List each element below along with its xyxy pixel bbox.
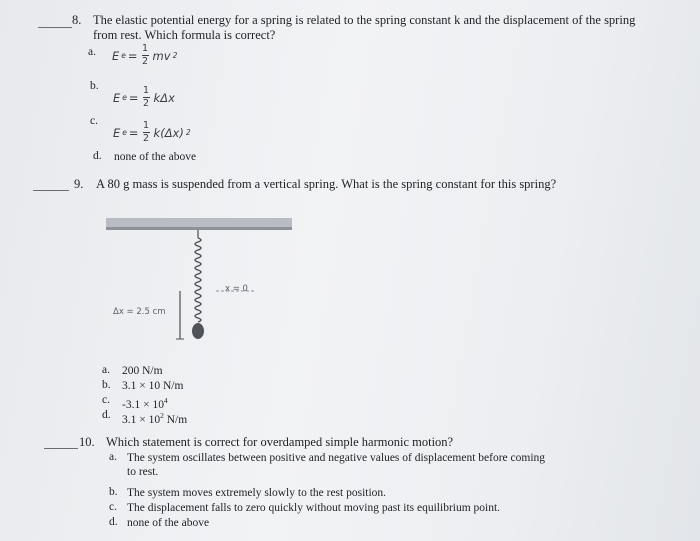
- q9-option-c-letter[interactable]: c.: [102, 394, 110, 406]
- q10-option-c-text[interactable]: The displacement falls to zero quickly without moving past its equilibrium point.: [127, 502, 501, 514]
- answer-blank-q9[interactable]: [33, 190, 69, 191]
- displacement-label: Δx = 2.5 cm: [113, 307, 166, 317]
- formula-rhs: k(Δx): [153, 125, 184, 140]
- option-exponent: 2: [160, 411, 164, 420]
- q10-option-c-letter[interactable]: c.: [109, 501, 117, 513]
- q10-option-b-letter[interactable]: b.: [109, 486, 118, 498]
- fraction-denominator: 2: [143, 133, 150, 144]
- ceiling-support-edge: [106, 227, 292, 230]
- q8-option-b-letter[interactable]: b.: [90, 80, 99, 92]
- q8-option-a-letter[interactable]: a.: [88, 46, 96, 58]
- option-exponent: 4: [163, 396, 168, 405]
- q9-option-d-letter[interactable]: d.: [102, 409, 111, 421]
- q9-option-b-text[interactable]: 3.1 × 10 N/m: [122, 380, 184, 392]
- fraction-one-half: [143, 121, 150, 144]
- question-number-10: 10.: [79, 435, 95, 449]
- formula-subscript: e: [122, 128, 127, 137]
- formula-subscript: e: [121, 51, 126, 60]
- fraction-one-half: [142, 44, 149, 67]
- q10-option-b-text[interactable]: The system moves extremely slowly to the rest position.: [127, 487, 387, 499]
- question-8-line-1: The elastic potential energy for a spring is related to the spring constant k and the displacement of the spring: [93, 13, 636, 27]
- spring-coil: [195, 238, 201, 322]
- q8-option-c-letter[interactable]: c.: [90, 115, 98, 127]
- q9-option-b-letter[interactable]: b.: [102, 379, 111, 391]
- spring-mass-figure: [104, 218, 294, 348]
- formula-lhs: E: [112, 48, 120, 63]
- formula-equals: =: [128, 125, 139, 140]
- fraction-denominator: 2: [142, 56, 149, 67]
- rest-position-label: x = 0: [225, 284, 248, 294]
- fraction-denominator: 2: [143, 98, 150, 109]
- formula-equals: =: [127, 48, 138, 63]
- option-unit: N/m: [163, 413, 188, 426]
- answer-blank-q10[interactable]: [44, 448, 78, 449]
- q8-option-b-formula[interactable]: [113, 86, 175, 109]
- option-line-1: The system oscillates between positive and negative values of displacement before coming: [127, 452, 546, 464]
- q10-option-a-text[interactable]: [127, 451, 545, 479]
- question-number-8: 8.: [72, 13, 82, 27]
- q10-option-d-text[interactable]: none of the above: [127, 517, 210, 529]
- fraction-numerator: 1: [142, 43, 149, 54]
- q10-option-d-letter[interactable]: d.: [109, 516, 118, 528]
- q9-option-a-text[interactable]: 200 N/m: [122, 365, 163, 377]
- formula-lhs: E: [113, 90, 121, 105]
- formula-exponent: 2: [172, 51, 178, 60]
- option-value: -3.1 × 10: [122, 398, 164, 411]
- q8-option-d-text[interactable]: none of the above: [114, 151, 197, 163]
- q8-option-c-formula[interactable]: [113, 121, 191, 144]
- q9-option-a-letter[interactable]: a.: [102, 364, 110, 376]
- formula-rhs: kΔx: [153, 90, 175, 105]
- question-10-text: Which statement is correct for overdamped simple harmonic motion?: [106, 435, 454, 449]
- option-line-2: to rest.: [127, 466, 159, 478]
- q8-option-a-formula[interactable]: [112, 44, 177, 67]
- fraction-one-half: [143, 86, 150, 109]
- formula-exponent: 2: [185, 128, 191, 137]
- fraction-numerator: 1: [143, 120, 150, 131]
- hanging-mass: [192, 323, 204, 339]
- formula-lhs: E: [113, 125, 121, 140]
- fraction-numerator: 1: [143, 85, 150, 96]
- formula-equals: =: [128, 90, 139, 105]
- q9-option-d-text[interactable]: [122, 409, 187, 427]
- formula-subscript: e: [122, 93, 127, 102]
- q8-option-d-letter[interactable]: d.: [93, 150, 102, 162]
- question-8-line-2: from rest. Which formula is correct?: [93, 28, 276, 42]
- question-number-9: 9.: [74, 177, 84, 191]
- q10-option-a-letter[interactable]: a.: [109, 451, 117, 463]
- question-8-text: [93, 13, 693, 43]
- answer-blank-q8[interactable]: [38, 27, 72, 28]
- spring-diagram: [104, 218, 294, 348]
- question-9-text: A 80 g mass is suspended from a vertical spring. What is the spring constant for this spring?: [96, 177, 557, 191]
- option-value: 3.1 × 10: [122, 413, 161, 426]
- formula-rhs: mv: [152, 48, 171, 63]
